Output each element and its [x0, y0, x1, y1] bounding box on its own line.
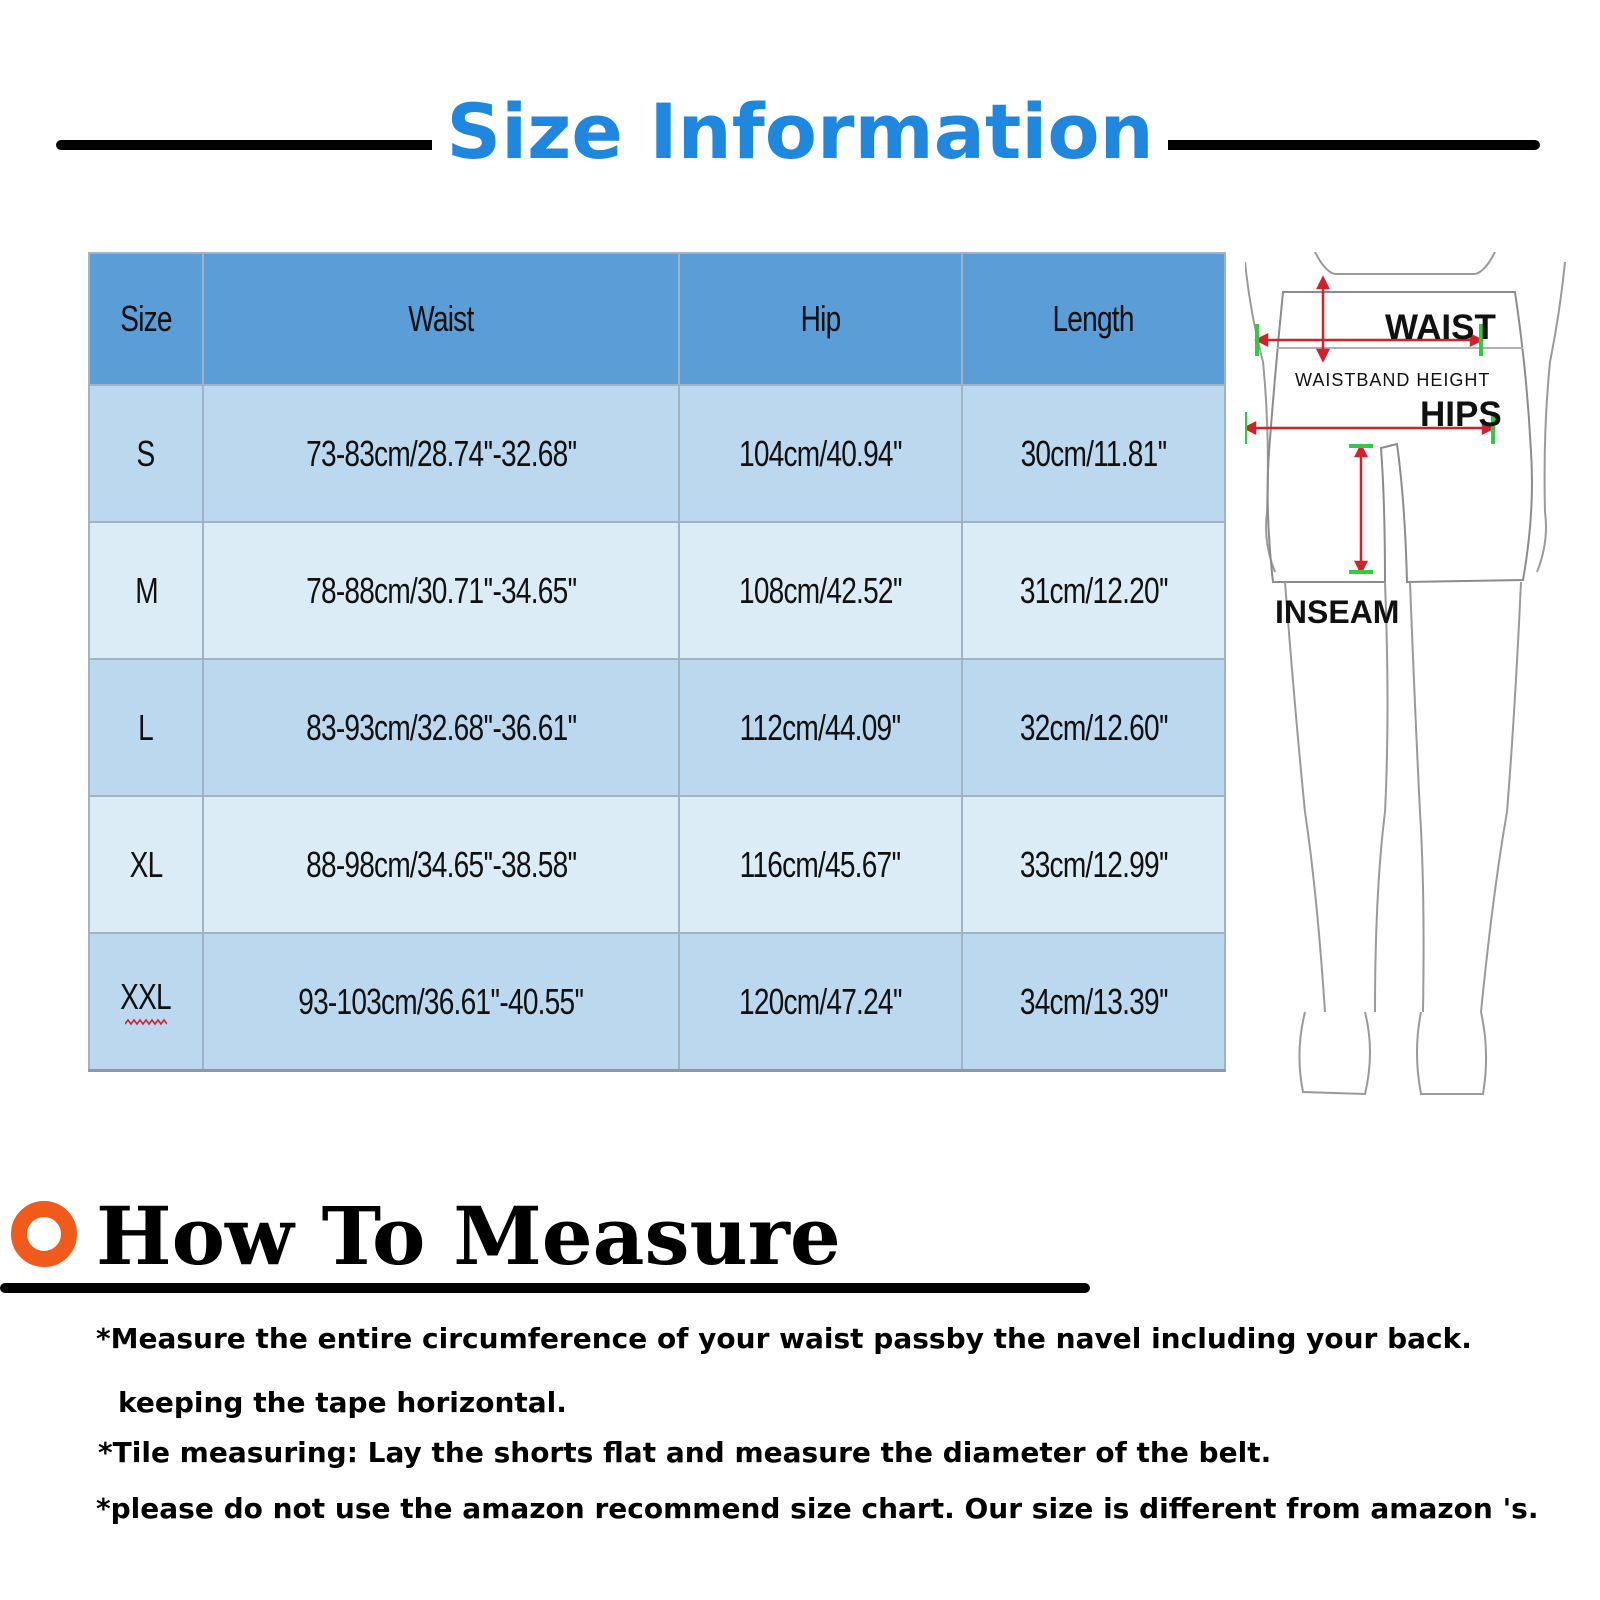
table-cell-hip: 104cm/40.94'' [679, 385, 962, 522]
measurement-figure [1245, 252, 1575, 1132]
table-cell-length: 34cm/13.39'' [962, 933, 1225, 1071]
table-cell-size: XXL [89, 933, 203, 1071]
column-header-length: Length [962, 253, 1225, 385]
table-cell-hip: 116cm/45.67'' [679, 796, 962, 933]
table-cell-length: 33cm/12.99'' [962, 796, 1225, 933]
table-cell-size: L [89, 659, 203, 796]
how-to-measure-title: How To Measure [96, 1189, 841, 1283]
table-cell-hip: 120cm/47.24'' [679, 933, 962, 1071]
table-cell-waist: 93-103cm/36.61''-40.55'' [203, 933, 679, 1071]
waistband-height-label: WAISTBAND HEIGHT [1295, 370, 1491, 390]
table-cell-waist: 83-93cm/32.68''-36.61'' [203, 659, 679, 796]
table-cell-waist: 78-88cm/30.71''-34.65'' [203, 522, 679, 659]
table-row [89, 385, 1225, 522]
measure-note-amazon: *please do not use the amazon recommend size chart. Our size is different from amazon 's. [96, 1492, 1539, 1525]
table-cell-size: S [89, 385, 203, 522]
table-cell-hip: 112cm/44.09'' [679, 659, 962, 796]
table-row [89, 796, 1225, 933]
column-header-size: Size [89, 253, 203, 385]
table-cell-length: 31cm/12.20'' [962, 522, 1225, 659]
hips-label: HIPS [1420, 395, 1502, 434]
how-to-measure-rule [0, 1283, 1090, 1293]
table-cell-length: 32cm/12.60'' [962, 659, 1225, 796]
table-row [89, 933, 1225, 1071]
table-cell-waist: 88-98cm/34.65''-38.58'' [203, 796, 679, 933]
table-cell-length: 30cm/11.81'' [962, 385, 1225, 522]
measure-note-waist: *Measure the entire circumference of your waist passby the navel including your back. [96, 1322, 1472, 1355]
table-cell-waist: 73-83cm/28.74''-32.68'' [203, 385, 679, 522]
waist-label: WAIST [1385, 308, 1496, 347]
size-table [88, 252, 1226, 1072]
inseam-label: INSEAM [1275, 594, 1400, 630]
column-header-waist: Waist [203, 253, 679, 385]
measure-note-waist-continued: keeping the tape horizontal. [118, 1386, 567, 1419]
table-row [89, 522, 1225, 659]
table-cell-hip: 108cm/42.52'' [679, 522, 962, 659]
measure-note-tile: *Tile measuring: Lay the shorts flat and measure the diameter of the belt. [98, 1436, 1272, 1469]
table-header-row [89, 253, 1225, 385]
column-header-hip: Hip [679, 253, 962, 385]
table-row [89, 659, 1225, 796]
spellcheck-squiggle-icon [125, 1018, 167, 1028]
page-title: Size Information [0, 82, 1600, 182]
table-cell-size: M [89, 522, 203, 659]
bullet-ring-icon [10, 1200, 78, 1268]
table-cell-size: XL [89, 796, 203, 933]
